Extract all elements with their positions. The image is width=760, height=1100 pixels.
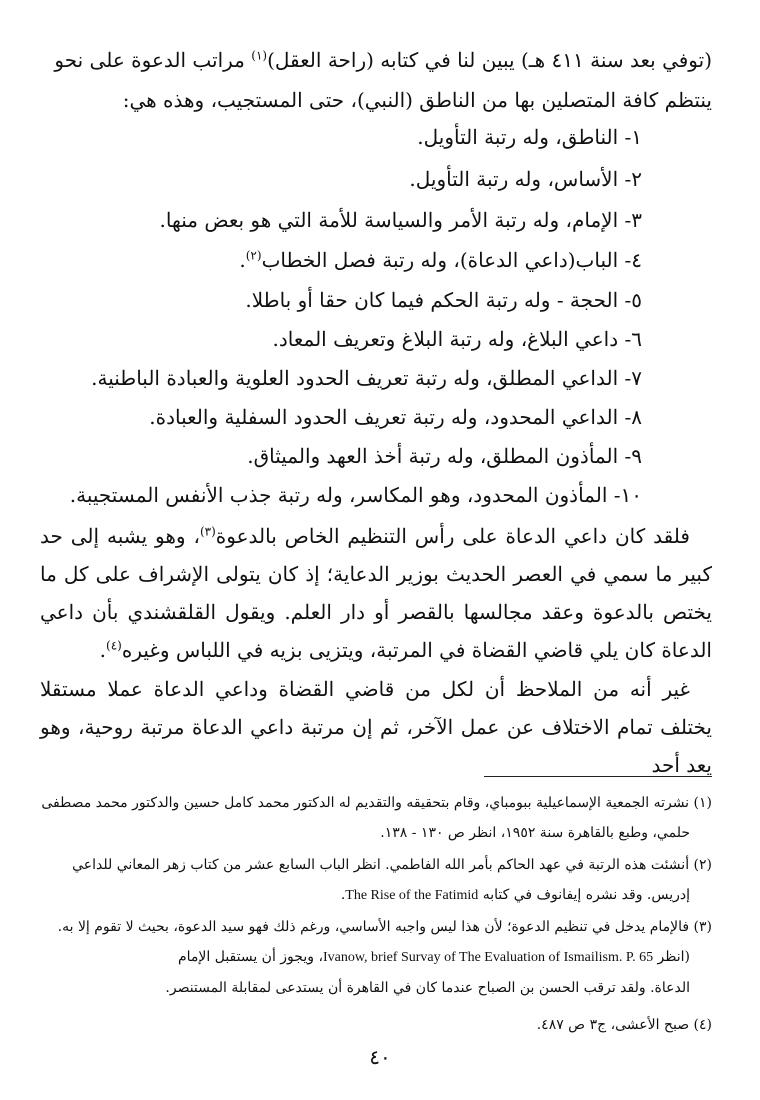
rank-item-1: ١- الناطق، وله رتبة التأويل. <box>417 125 642 149</box>
rank-item-7: ٧- الداعي المطلق، وله رتبة تعريف الحدود العلوية والعبادة الباطنية. <box>91 366 642 390</box>
rank-item-4 <box>42 245 642 275</box>
para2-text: غير أنه من الملاحظ أن لكل من قاضي القضاة وداعي الدعاة عملا مستقلا يختلف تمام الاختلاف عن عمل الآخر، ثم إن مرتبة داعي الدعاة مرتبة روحية، وهو يعد أحد <box>40 677 712 777</box>
footnote-3 <box>40 912 712 1003</box>
rank-item-5: ٥- الحجة - وله رتبة الحكم فيما كان حقا أو باطلا. <box>245 288 642 312</box>
footnote-3-line-2 <box>40 942 712 973</box>
footnote-1-line-1: (١) نشرته الجمعية الإسماعيلية ببومباي، وقام بتحقيقه والتقديم له الدكتور محمد كامل حسين والدكتور محمد مصطفى <box>41 795 712 811</box>
footnote-2-line-2: إدريس. وقد نشره إيفانوف في كتابه The Rise of the Fatimid. <box>340 887 690 903</box>
footnote-ref-1[interactable]: (١) <box>251 48 268 63</box>
rank-item-9: ٩- المأذون المطلق، وله رتبة أخذ العهد والميثاق. <box>247 444 642 468</box>
footnote-4: (٤) صبح الأعشى، ج٣ ص ٤٨٧. <box>536 1017 712 1033</box>
para1-text-cont: ، وهو يشبه إلى حد كبير ما سمي في العصر الحديث بوزير الدعاية؛ إذ كان يتولى الإشراف على كل ما يختص بالدعوة وعقد مجالسها بالقصر أو دار العلم. ويقول القلقشندي بأن داعي الدعاة كان يلي قاضي القضاة في المرتبة، ويتزيى بزيه في اللباس وغيره <box>40 524 712 662</box>
rank-item-2: ٢- الأساس، وله رتبة التأويل. <box>409 167 642 191</box>
footnote-3-line-1: (٣) فالإمام يدخل في تنظيم الدعوة؛ لأن هذا ليس واجبه الأساسي، ورغم ذلك فهو سيد الدعوة، بحيث لا تقوم إلا به. <box>57 919 712 935</box>
footnote-ref-2[interactable]: (٢) <box>245 248 262 263</box>
intro-text: (توفي بعد سنة ٤١١ هـ) يبين لنا في كتابه (راحة العقل) <box>267 48 712 72</box>
footnote-1 <box>40 788 712 848</box>
footnote-separator <box>484 776 712 777</box>
body-paragraph-1 <box>40 517 712 669</box>
para1-text: فلقد كان داعي الدعاة على رأس التنظيم الخاص بالدعوة <box>215 524 690 548</box>
rank-item-10: ١٠- المأذون المحدود، وهو المكاسر، وله رتبة جذب الأنفس المستجيبة. <box>69 483 642 507</box>
intro-line-1 <box>40 40 712 80</box>
intro-text-cont: مراتب الدعوة على نحو <box>54 48 252 72</box>
footnote-ref-3[interactable]: (٣) <box>199 524 216 539</box>
rank-item-4-text: ٤- الباب(داعي الدعاة)، وله رتبة فصل الخطاب <box>261 248 642 272</box>
rank-item-6: ٦- داعي البلاغ، وله رتبة البلاغ وتعريف المعاد. <box>272 327 642 351</box>
rank-item-4-end: . <box>239 248 246 272</box>
footnote-3-reference: Ivanow, brief Survay of The Evaluation of Ismailism. P. 65 <box>322 950 654 965</box>
footnote-2-book-title: The Rise of the Fatimid <box>345 888 479 903</box>
body-paragraph-2 <box>40 670 712 784</box>
intro-line-2: ينتظم كافة المتصلين بها من الناطق (النبي)، حتى المستجيب، وهذه هي: <box>122 88 712 112</box>
footnote-2-line-1: (٢) أنشئت هذه الرتبة في عهد الحاكم بأمر الله الفاطمي. انظر الباب السابع عشر من كتاب زهر المعاني للداعي <box>72 857 712 873</box>
footnote-2 <box>40 850 712 911</box>
footnote-2-arabic: إدريس. وقد نشره إيفانوف في كتابه <box>482 887 690 903</box>
para1-end: . <box>99 638 107 662</box>
footnote-3-see: (انظر <box>657 949 690 965</box>
footnote-ref-4[interactable]: (٤) <box>106 638 122 653</box>
rank-item-8: ٨- الداعي المحدود، وله رتبة تعريف الحدود السفلية والعبادة. <box>149 405 642 429</box>
rank-item-3: ٣- الإمام، وله رتبة الأمر والسياسة للأمة التي هو بعض منها. <box>159 208 642 232</box>
footnote-3-arabic: ، ويجوز أن يستقبل الإمام <box>177 949 323 965</box>
page-number: ٤٠ <box>369 1045 391 1069</box>
footnote-1-line-2: حلمي، وطبع بالقاهرة سنة ١٩٥٢، انظر ص ١٣٠ - ١٣٨. <box>380 825 690 841</box>
footnote-3-line-3: الدعاة. ولقد ترقب الحسن بن الصباح عندما كان في القاهرة أن يستدعى لمقابلة المستنصر. <box>165 980 690 996</box>
intro-paragraph <box>40 40 712 120</box>
